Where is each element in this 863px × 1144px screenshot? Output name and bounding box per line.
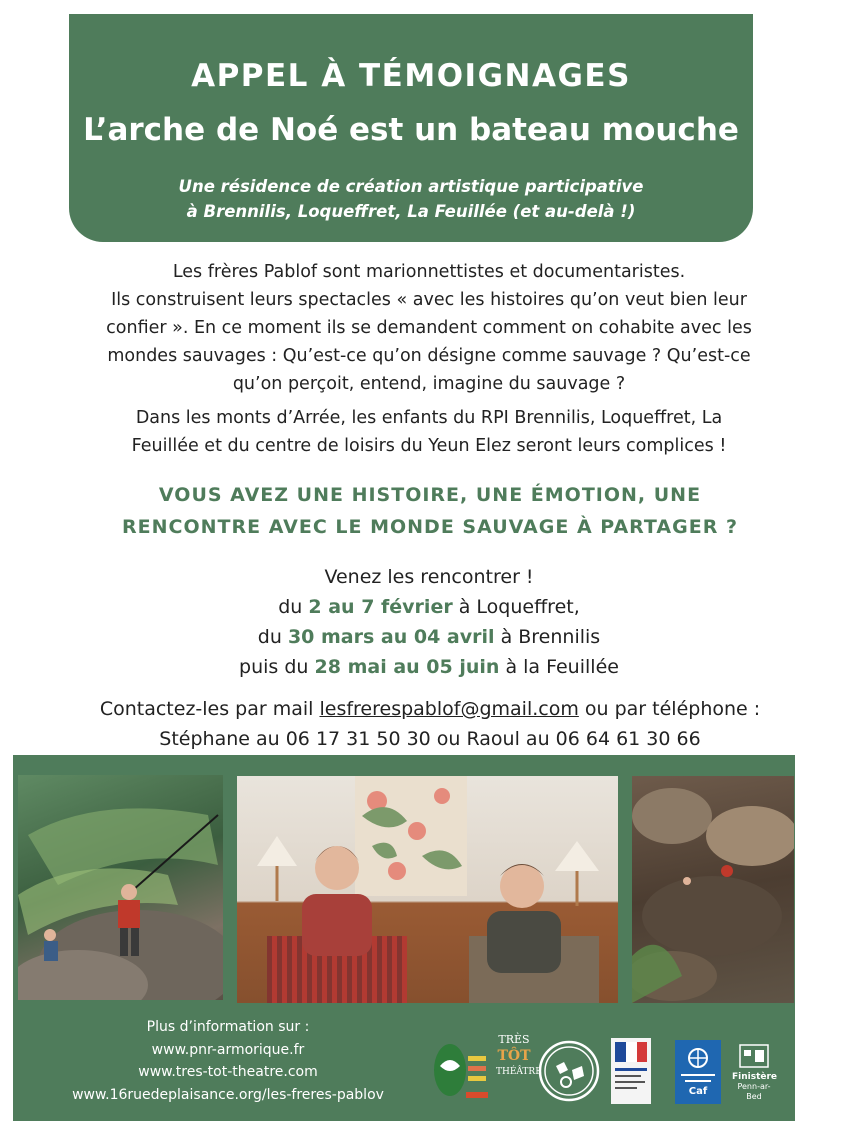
email-link[interactable]: lesfrerespablof@gmail.com [319,698,579,720]
intro-paragraph-1 [58,258,800,398]
header-subtitle [69,174,753,224]
intro-line: Les frères Pablof sont marionnettistes et documentaristes. [172,262,686,282]
puppet-fisherman-illustration [18,775,223,1000]
date-range: 30 mars au 04 avril [287,626,495,648]
intro-line: mondes sauvages : Qu’est-ce qu’on désigne comme sauvage ? Qu’est-ce [107,346,751,366]
theatre-logo-word: THÉÂTRE [496,1067,542,1077]
date-prefix: du [278,596,309,618]
dates-block [58,562,800,682]
more-info-title: Plus d’information sur : [146,1019,310,1035]
forest-floor-illustration [632,776,794,1003]
page-title: L’arche de Noé est un bateau mouche [83,112,739,148]
intro-line: Ils construisent leurs spectacles « avec les histoires qu’on veut bien leur [111,290,747,310]
more-info-block [40,1016,416,1106]
intro-line: Feuillée et du centre de loisirs du Yeun Elez seront leurs complices ! [131,436,727,456]
link-pnr-armorique[interactable]: www.pnr-armorique.fr [151,1041,305,1058]
tres-tot-theatre-logo [496,1032,542,1104]
header-kicker: APPEL À TÉMOIGNAGES [191,58,631,94]
theatre-logo-word: TÔT [497,1048,531,1064]
date-place: à Brennilis [494,626,601,648]
caf-logo [675,1040,721,1104]
subtitle-line: Une résidence de création artistique participative [178,177,644,196]
dates-intro: Venez les rencontrer ! [324,566,534,588]
finistere-logo [732,1044,776,1104]
finistere-logo-word: Penn-ar-Bed [737,1082,771,1101]
date-prefix: puis du [239,656,315,678]
subtitle-line: à Brennilis, Loqueffret, La Feuillée (et au-delà !) [186,202,636,221]
callout-heading [60,479,800,543]
prefet-bretagne-logo [611,1038,651,1104]
company-round-logo [538,1040,600,1102]
theatre-logo-word: TRÈS [498,1033,530,1046]
contact-phones: Stéphane au 06 17 31 50 30 ou Raoul au 06 64 61 30 66 [159,728,701,750]
pablof-brothers-illustration [237,776,618,1003]
date-prefix: du [257,626,288,648]
header-banner [69,14,753,242]
caf-logo-text: Caf [688,1086,708,1097]
date-line-loqueffret [58,592,800,622]
link-16ruedeplaisance[interactable]: www.16ruedeplaisance.org/les-freres-pablov [72,1086,384,1103]
date-line-feuillee [58,652,800,682]
date-range: 28 mai au 05 juin [314,656,500,678]
date-line-brennilis [58,622,800,652]
finistere-logo-word: Finistère [732,1072,778,1082]
contact-prefix: Contactez-les par mail [99,698,320,720]
forest-floor-photo [632,776,794,1003]
contact-line [30,694,830,724]
contact-suffix: ou par téléphone : [578,698,761,720]
pnr-armorique-logo [432,1036,488,1104]
finistere-emblem [739,1044,769,1068]
date-place: à la Feuillée [499,656,619,678]
date-range: 2 au 7 février [308,596,453,618]
callout-line: VOUS AVEZ UNE HISTOIRE, UNE ÉMOTION, UNE [158,484,702,506]
puppet-fisherman-photo [18,775,223,1000]
contact-block [30,694,830,754]
date-place: à Loqueffret, [452,596,580,618]
intro-paragraph-2 [58,404,800,460]
callout-line: RENCONTRE AVEC LE MONDE SAUVAGE À PARTAGER ? [122,516,738,538]
intro-line: qu’on perçoit, entend, imagine du sauvage ? [232,374,626,394]
link-tres-tot-theatre[interactable]: www.tres-tot-theatre.com [138,1064,318,1080]
intro-line: Dans les monts d’Arrée, les enfants du RPI Brennilis, Loqueffret, La [135,408,723,428]
intro-line: confier ». En ce moment ils se demandent comment on cohabite avec les [106,318,752,338]
pablof-brothers-photo [237,776,618,1003]
